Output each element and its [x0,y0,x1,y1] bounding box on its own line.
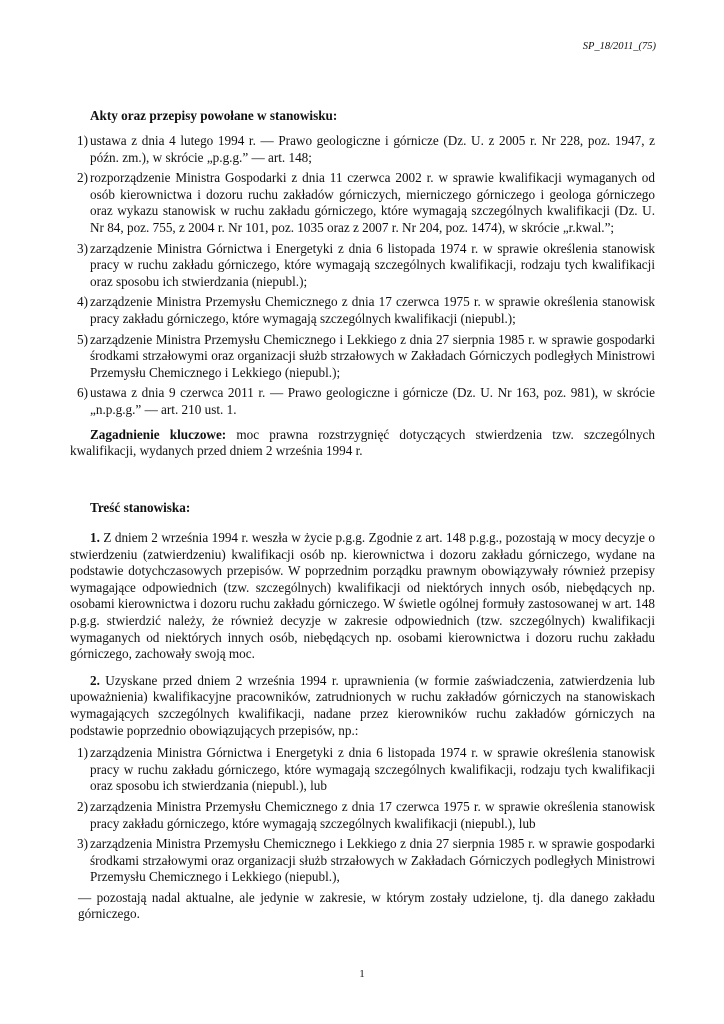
key-issue-label: Zagadnienie kluczowe: [90,426,227,442]
list-item-text: zarządzenie Ministra Przemysłu Chemicznego i Lekkiego z dnia 27 sierpnia 1985 r. w sprawie gospodarki środkami strzałowymi oraz organizacji służb strzałowych w Zakładach Górniczych podległych Ministrowi Przemysłu Chemicznego i Lekkiego (niepubl.); [90,331,655,380]
list-item-text: ustawa z dnia 9 czerwca 2011 r. — Prawo geologiczne i górnicze (Dz. U. Nr 163, poz. 981), w skrócie „n.p.g.g.” — art. 210 ust. 1. [90,385,655,417]
list-item-text: zarządzenia Ministra Przemysłu Chemicznego z dnia 17 czerwca 1975 r. w sprawie określenia stanowisk pracy zakładu górniczego, które wymagają szczególnych kwalifikacji (niepubl.), lub [90,798,655,831]
list-item-text: rozporządzenie Ministra Gospodarki z dnia 11 czerwca 2002 r. w sprawie kwalifikacji wymaganych od osób kierownictwa i dozoru ruchu zakładów górniczych, mierniczego górniczego i geologa górniczego oraz wykazu stanowisk w ruchu zakładu górniczego, które wymagają szczególnych kwalifikacji (Dz. U. Nr 84, poz. 755, z 2004 r. Nr 101, poz. 1035 oraz z 2007 r. Nr 204, poz. 1474), w skrócie „r.kwal.”; [90,170,655,235]
list-item [70,745,655,795]
list-item-number: 5) [77,331,88,347]
paragraph-1-text: Z dniem 2 września 1994 r. weszła w życie p.g.g. Zgodnie z art. 148 p.g.g., pozostają w mocy decyzje o stwierdzeniu (zatwierdzeniu) kwalifikacji osób np. kierownictwa i dozoru zakładu górniczego, wydane na podstawie dotychczasowych przepisów. W poprzednim porządku prawnym obowiązywały również przepisy wymagające odpowiednich (tzw. szczególnych) kwalifikacji od niektórych innych osób, niebędących np. osobami kierownictwa i dozoru ruchu zakładu górniczego. W świetle ogólnej formuły zastosowanej w art. 148 p.g.g. stwierdzić należy, że również decyzje w zakresie odpowiednich (tzw. szczególnych) kwalifikacji wymaganych od niektórych innych osób, niebędących np. osobami kierownictwa i dozoru ruchu zakładu górniczego, zachowały swoją moc. [70,530,655,662]
acts-list [70,133,655,460]
list-item [70,133,655,166]
list-item-number: 4) [77,294,88,310]
list-item-number: 1) [77,745,88,761]
page-number: 1 [359,968,365,980]
document-code: SP_18/2011_(75) [582,41,656,52]
list-item-number: 3) [77,836,88,852]
paragraph-2-number: 2. [90,672,100,688]
acts-heading: Akty oraz przepisy powołane w stanowisku: [90,108,338,123]
list-item-number: 6) [77,385,88,401]
acts-section [70,108,655,125]
list-item-number: 2) [77,170,88,186]
list-item [70,170,655,236]
paragraph-2 [70,673,655,739]
list-item [70,241,655,291]
paragraph-2-text: Uzyskane przed dniem 2 września 1994 r. uprawnienia (w formie zaświadczenia, zatwierdzenia lub upoważnienia) kwalifikacyjne pracowników, zatrudnionych w ruchu zakładów górniczych na stanowiskach wymagających szczególnych kwalifikacji, nadane przez kierowników ruchu zakładów górniczych na podstawie poprzednio obowiązujących przepisów, np.: [70,672,655,738]
paragraph-1 [70,530,655,663]
list-item-text: zarządzenie Ministra Górnictwa i Energetyki z dnia 6 listopada 1974 r. w sprawie określenia stanowisk pracy w ruchu zakładu górniczego, które wymagają szczególnych kwalifikacji, rodzaju tych kwalifikacji oraz sposobu ich stwierdzania (niepubl.); [90,240,655,289]
list-item-text: zarządzenia Ministra Przemysłu Chemicznego i Lekkiego z dnia 27 sierpnia 1985 r. w sprawie gospodarki środkami strzałowymi oraz organizacji służb strzałowych w Zakładach Górniczych podległych Ministrowi Przemysłu Chemicznego i Lekkiego (niepubl.), [90,836,655,885]
content-body [70,530,655,923]
list-item-number: 2) [77,798,88,814]
list-item [70,294,655,327]
list-item [70,799,655,832]
closing-paragraph: — pozostają nadal aktualne, ale jedynie w zakresie, w którym zostały udzielone, tj. dla danego zakładu górniczego. [78,889,655,922]
list-item-text: zarządzenie Ministra Przemysłu Chemicznego z dnia 17 czerwca 1975 r. w sprawie określenia stanowisk pracy zakładu górniczego, które wymagają szczególnych kwalifikacji (niepubl.); [90,294,655,326]
list-item [70,332,655,382]
list-item-text: zarządzenia Ministra Górnictwa i Energetyki z dnia 6 listopada 1974 r. w sprawie określenia stanowisk pracy w ruchu zakładu górniczego, które wymagają szczególnych kwalifikacji, rodzaju tych kwalifikacji oraz sposobu ich stwierdzania (niepubl.), lub [90,745,655,794]
list-item [70,385,655,418]
list-item-text: ustawa z dnia 4 lutego 1994 r. — Prawo geologiczne i górnicze (Dz. U. z 2005 r. Nr 228, poz. 1947, z późn. zm.), w skrócie „p.g.g.” — art. 148; [90,133,655,165]
paragraph-1-number: 1. [90,530,100,545]
list-item-number: 1) [77,133,88,148]
key-issue-text: moc prawna rozstrzygnięć dotyczących stwierdzenia tzw. szczególnych kwalifikacji, wydanych przed dniem 2 września 1994 r. [70,426,655,459]
list-item [70,836,655,886]
key-issue-paragraph [70,427,655,460]
content-heading: Treść stanowiska: [90,500,191,515]
list-item-number: 3) [77,240,88,256]
content-section [70,500,655,517]
